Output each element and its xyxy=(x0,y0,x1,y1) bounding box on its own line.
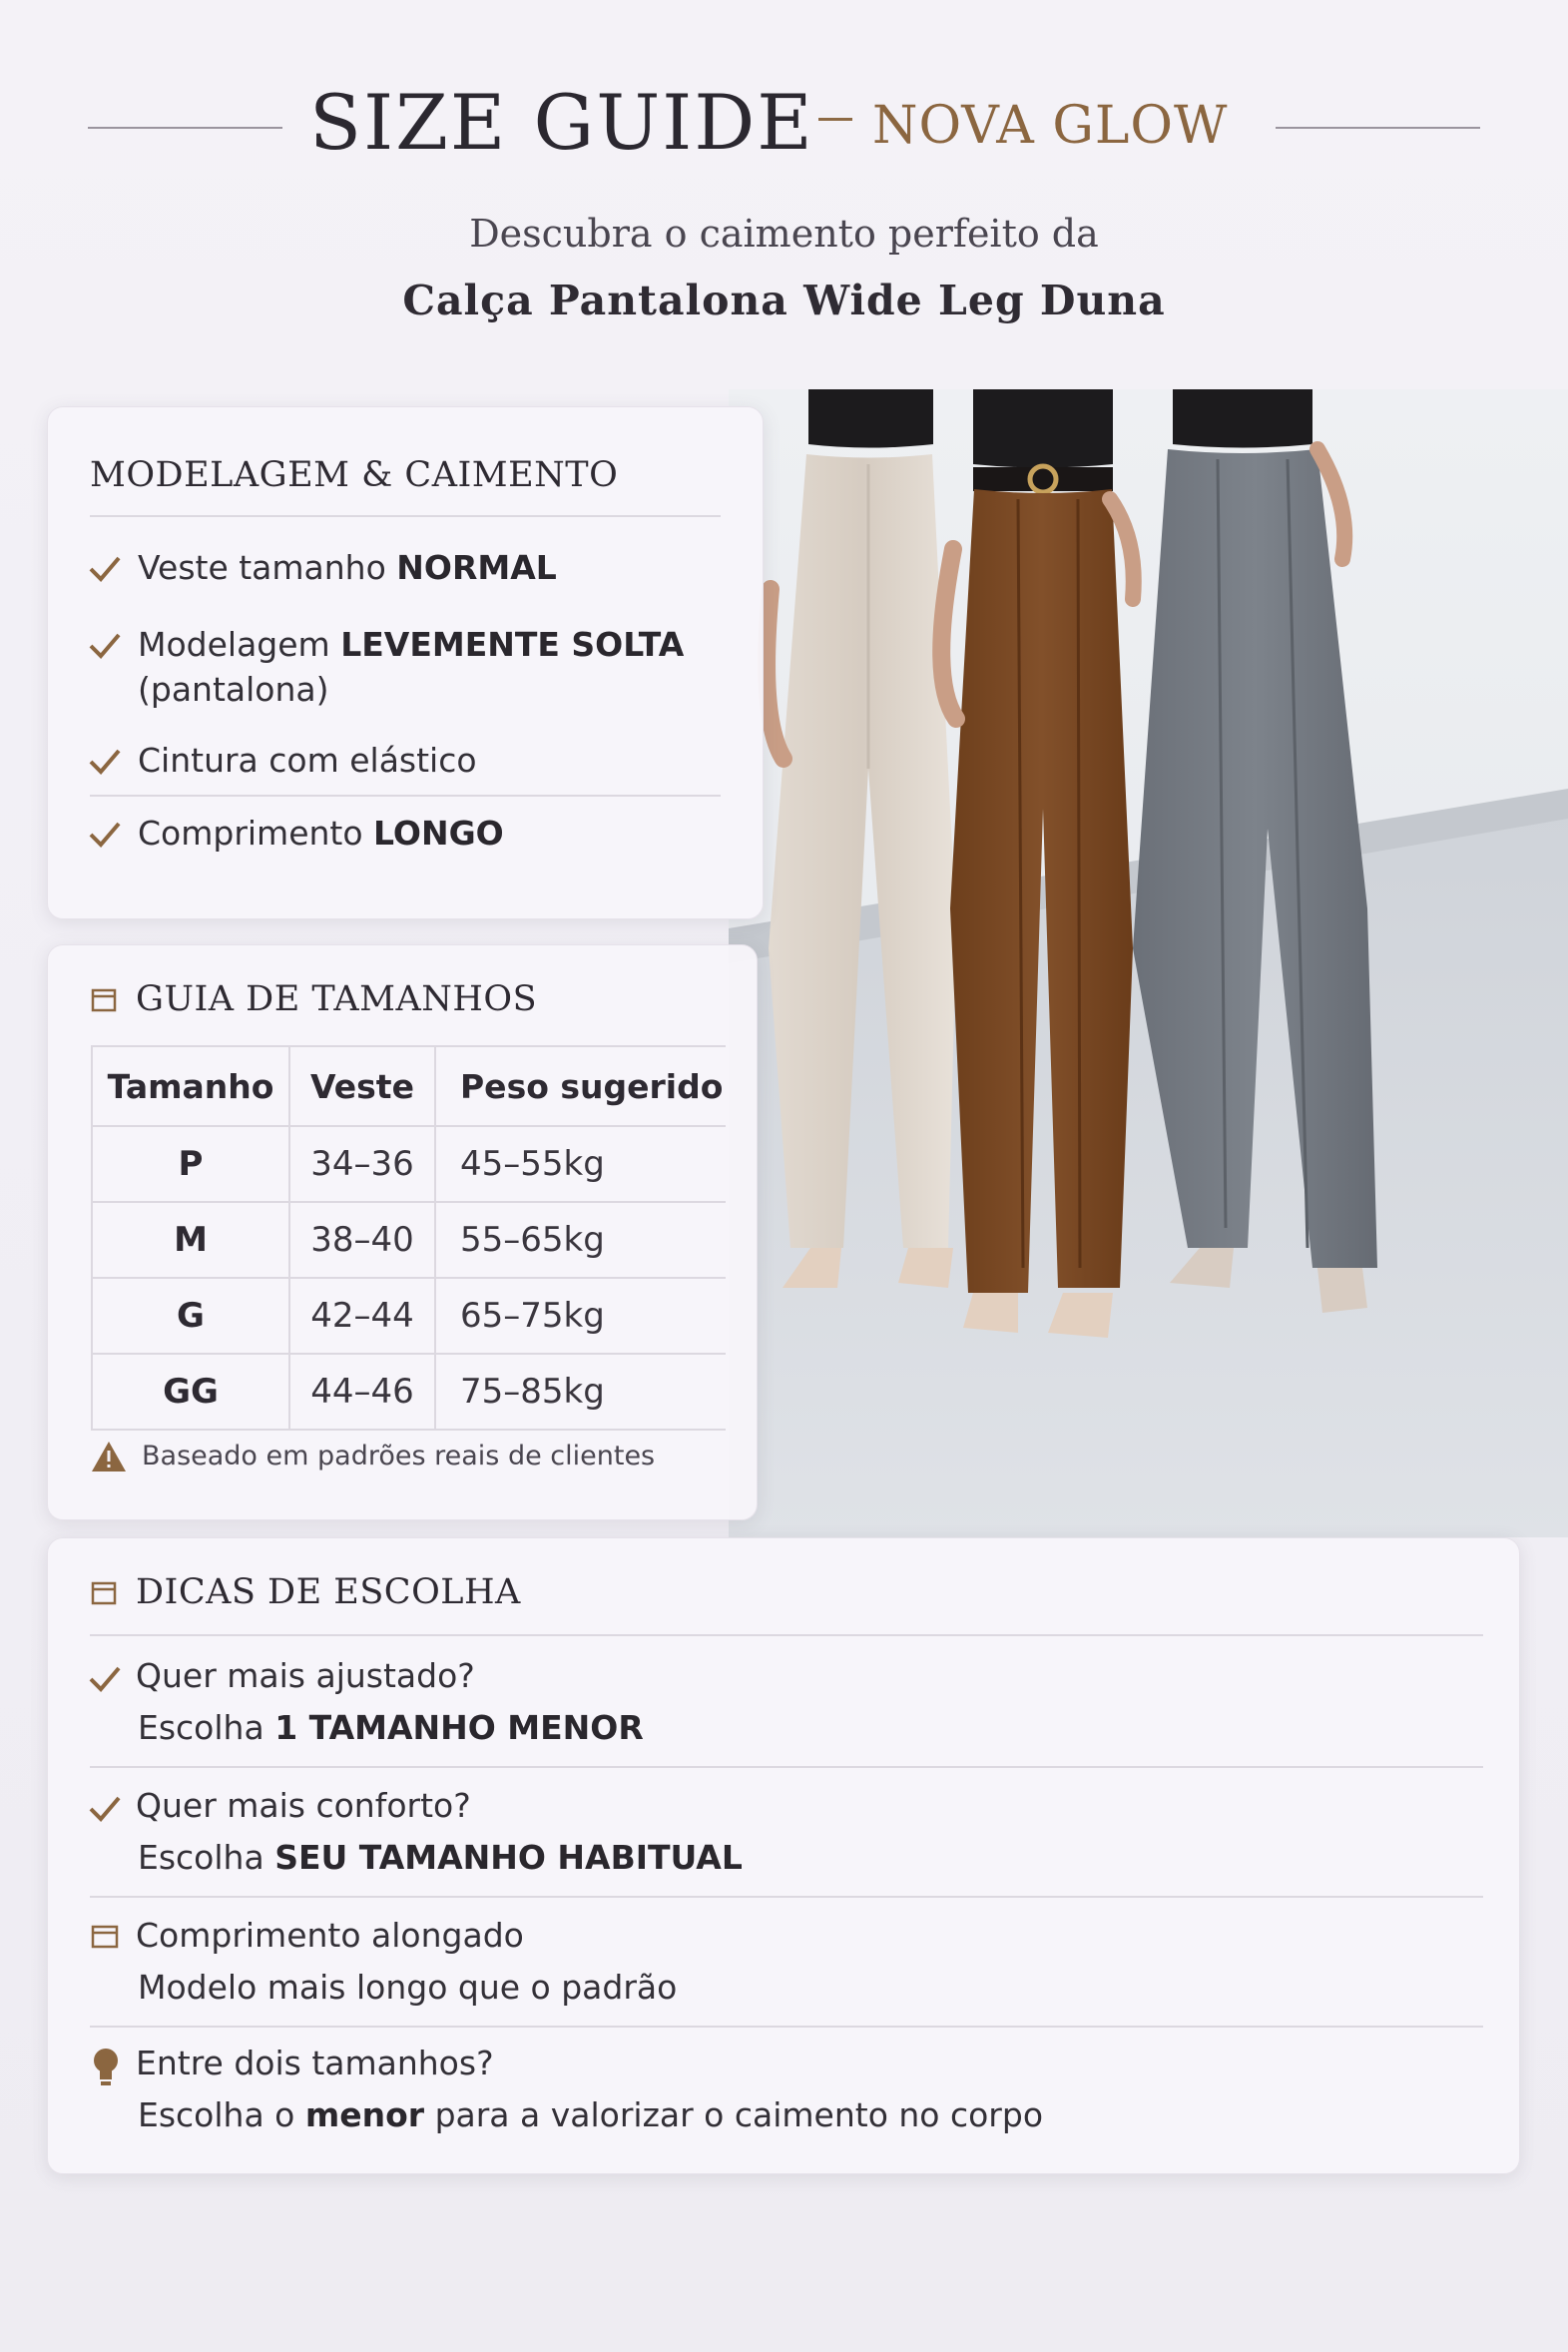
subtitle-line-1: Descubra o caimento perfeito da xyxy=(469,212,1099,256)
tip-heading-between: Entre dois tamanhos? xyxy=(136,2044,494,2082)
table-cell-weight: 55–65kg xyxy=(435,1202,726,1278)
table-cell-size: GG xyxy=(92,1354,289,1430)
calendar-icon xyxy=(90,1922,120,1950)
size-table xyxy=(91,1045,726,1431)
calendar-icon xyxy=(90,985,118,1013)
fit-item-cut: Modelagem LEVEMENTE SOLTA xyxy=(138,625,685,664)
fit-item-waist: Cintura com elástico xyxy=(138,741,477,780)
divider xyxy=(90,1634,1483,1636)
table-cell-fits: 42–44 xyxy=(289,1278,435,1354)
check-icon xyxy=(88,818,122,852)
check-icon xyxy=(88,1662,122,1696)
column-header: Veste xyxy=(289,1046,435,1126)
product-photo xyxy=(729,389,1568,1537)
table-cell-weight: 45–55kg xyxy=(435,1126,726,1202)
table-cell-weight: 75–85kg xyxy=(435,1354,726,1430)
fit-item-size: Veste tamanho NORMAL xyxy=(138,548,557,587)
size-chart-title: GUIA DE TAMANHOS xyxy=(136,979,538,1019)
header xyxy=(0,0,1568,359)
fit-card xyxy=(47,406,764,919)
table-cell-size: P xyxy=(92,1126,289,1202)
tip-body-fitted: Escolha 1 TAMANHO MENOR xyxy=(138,1708,644,1747)
table-cell-size: G xyxy=(92,1278,289,1354)
table-row xyxy=(92,1278,726,1354)
header-rule-left xyxy=(88,127,282,129)
table-cell-weight: 65–75kg xyxy=(435,1278,726,1354)
tip-body-between: Escolha o menor para a valorizar o caimento no corpo xyxy=(138,2095,1044,2134)
header-rule-right xyxy=(1276,127,1480,129)
title-dash xyxy=(818,118,852,121)
page-title: SIZE GUIDE xyxy=(309,78,814,167)
size-chart-note: Baseado em padrões reais de clientes xyxy=(142,1441,656,1471)
table-cell-fits: 38–40 xyxy=(289,1202,435,1278)
divider xyxy=(90,2026,1483,2028)
table-cell-fits: 44–46 xyxy=(289,1354,435,1430)
tip-heading-length: Comprimento alongado xyxy=(136,1916,524,1955)
table-header-row xyxy=(92,1046,726,1126)
tip-heading-fitted: Quer mais ajustado? xyxy=(136,1656,475,1695)
tip-body-length: Modelo mais longo que o padrão xyxy=(138,1968,678,2007)
table-row xyxy=(92,1202,726,1278)
table-row xyxy=(92,1126,726,1202)
divider xyxy=(90,1896,1483,1898)
column-header: Peso sugerido xyxy=(435,1046,726,1126)
tip-heading-comfort: Quer mais conforto? xyxy=(136,1786,471,1825)
fit-item-cut-note: (pantalona) xyxy=(138,670,329,709)
table-row xyxy=(92,1354,726,1430)
divider xyxy=(90,795,721,797)
tips-title: DICAS DE ESCOLHA xyxy=(136,1572,521,1612)
warning-icon xyxy=(90,1440,128,1473)
divider xyxy=(90,1766,1483,1768)
calendar-icon xyxy=(90,1578,118,1606)
table-cell-fits: 34–36 xyxy=(289,1126,435,1202)
check-icon xyxy=(88,629,122,663)
check-icon xyxy=(88,1792,122,1826)
size-chart-card xyxy=(47,944,758,1520)
check-icon xyxy=(88,745,122,779)
tip-body-comfort: Escolha SEU TAMANHO HABITUAL xyxy=(138,1838,743,1877)
column-header: Tamanho xyxy=(92,1046,289,1126)
brand-name: NOVA GLOW xyxy=(872,96,1229,156)
divider xyxy=(90,515,721,517)
fit-card-title: MODELAGEM & CAIMENTO xyxy=(90,455,619,495)
check-icon xyxy=(88,552,122,586)
tips-card xyxy=(47,1537,1520,2174)
models-illustration xyxy=(729,389,1568,1537)
product-name: Calça Pantalona Wide Leg Duna xyxy=(402,277,1166,324)
fit-item-length: Comprimento LONGO xyxy=(138,814,504,853)
table-cell-size: M xyxy=(92,1202,289,1278)
lightbulb-icon xyxy=(90,2046,122,2089)
